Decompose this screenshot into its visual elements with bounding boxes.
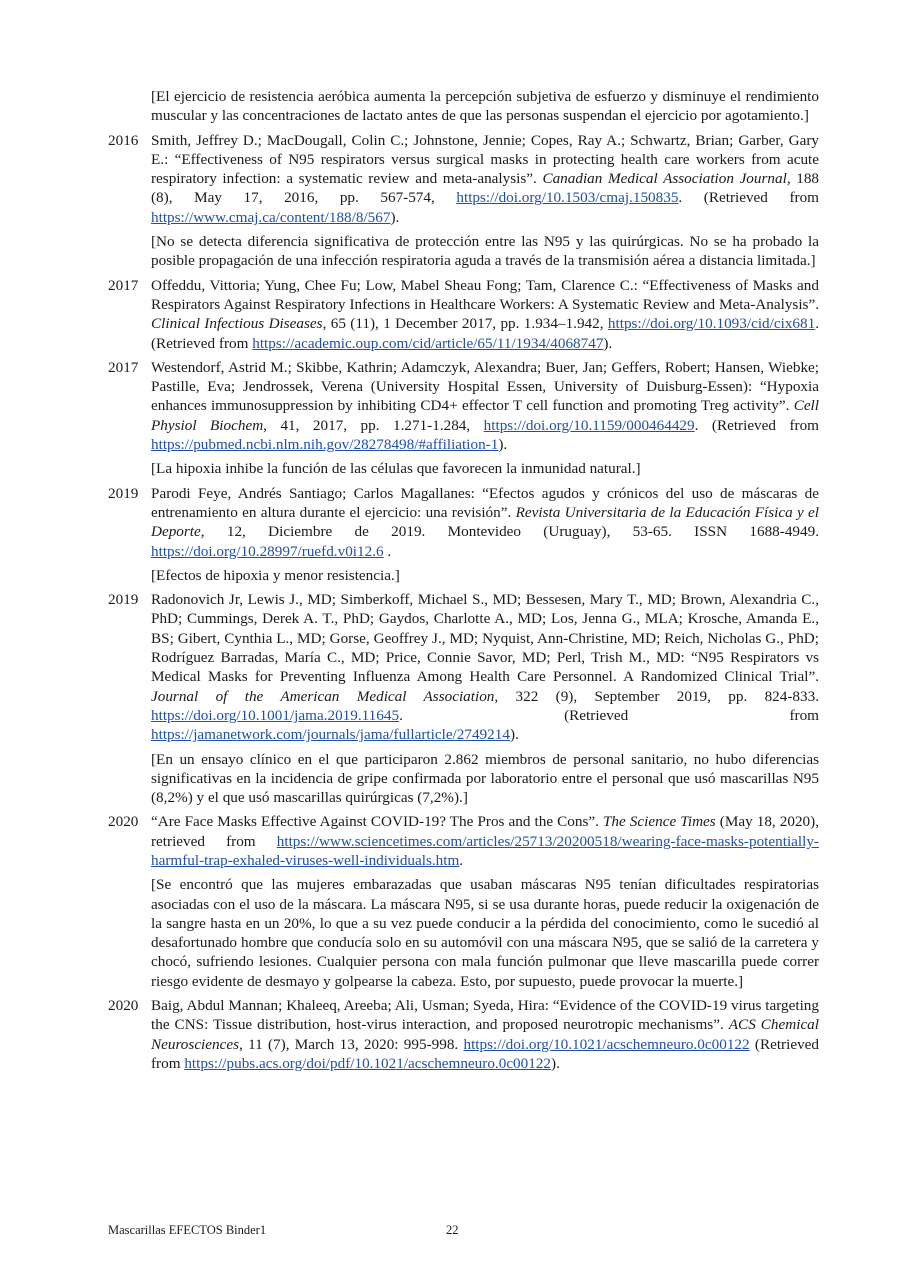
reference-citation: Baig, Abdul Mannan; Khaleeq, Areeba; Ali, Usman; Syeda, Hira: “Evidence of the COVID-19 virus targeting the CNS: Tissue distribution, host-virus interaction, and proposed neurotropic mechanisms”. ACS Chemical Neurosciences, 11 (7), March 13, 2020: 995-998. https://doi.org/10.1021/acschemneuro.0c00122 (Retrieved from https://pubs.acs.org/doi/pdf/10.1021/acschemneuro.0c00122). — [151, 997, 819, 1072]
footer-document-title: Mascarillas EFECTOS Binder1 — [108, 1223, 267, 1237]
reference-entry — [108, 276, 819, 353]
reference-citation: “Are Face Masks Effective Against COVID-19? The Pros and the Cons”. The Science Times (May 18, 2020), retrieved from https://www.sciencetimes.com/articles/25713/20200518/wearing-face-masks-potentially-harmful-trap-exhaled-viruses-well-individuals.htm. — [151, 813, 819, 869]
reference-citation: Radonovich Jr, Lewis J., MD; Simberkoff, Michael S., MD; Bessesen, Mary T., MD; Brown, Alexandria C., PhD; Cummings, Derek A. T., PhD; Gaydos, Charlotte A., MD; Los, Jenna G., MLA; Krosche, Amanda E., BS; Gibert, Cynthia L., MD; Gorse, Geoffrey J., MD; Nyquist, Ann-Christine, MD; Reich, Nicholas G., PhD; Rodríguez Barradas, María C., MD; Price, Connie Savor, MD; Perl, Trish M., MD: “N95 Respirators vs Medical Masks for Preventing Influenza Among Health Care Personnel. A Randomized Clinical Trial”. Journal of the American Medical Association, 322 (9), September 2019, pp. 824-833. https://doi.org/10.1001/jama.2019.11645. (Retrieved from https://jamanetwork.com/journals/jama/fullarticle/2749214). — [151, 591, 819, 744]
reference-year: 2017 — [108, 358, 139, 376]
reference-entry — [108, 484, 819, 585]
reference-entry — [108, 590, 819, 807]
reference-citation: Parodi Feye, Andrés Santiago; Carlos Magallanes: “Efectos agudos y crónicos del uso de máscaras de entrenamiento en altura durante el ejercicio: una revisión”. Revista Universitaria de la Educación Física y el Deporte, 12, Diciembre de 2019. Montevideo (Uruguay), 53-65. ISSN 1688-4949. https://doi.org/10.28997/ruefd.v0i12.6 . — [151, 484, 820, 560]
footer-page-number: 22 — [446, 1223, 459, 1237]
journal-name: Clinical Infectious Diseases — [151, 315, 323, 333]
source-link[interactable]: https://academic.oup.com/cid/article/65/11/1934/4068747 — [252, 334, 604, 352]
reference-year: 2020 — [108, 997, 139, 1015]
journal-name: Canadian Medical Association Journal — [542, 170, 787, 188]
reference-note: [En un ensayo clínico en el que participaron 2.862 miembros de personal sanitario, no hubo diferencias significativas en la incidencia de gripe confirmada por laboratorio entre el personal que usó mascarillas N95 (8,2%) y el que usó mascarillas quirúrgicas (7,2%).] — [151, 750, 819, 807]
note-text: [El ejercicio de resistencia aeróbica aumenta la percepción subjetiva de esfuerzo y disminuye el rendimiento muscular y las concentraciones de lactato antes de que las personas suspendan el ejercicio por agotamiento.] — [151, 88, 819, 125]
journal-name: Cell Physiol Biochem — [151, 397, 819, 434]
reference-year: 2020 — [108, 813, 139, 831]
reference-note: [Se encontró que las mujeres embarazadas que usaban máscaras N95 tenían dificultades respiratorias asociadas con el uso de la máscara. La máscara N95, si se usa durante horas, puede reducir la oxigenación de la sangre hasta en un 20%, lo que a su vez puede conducir a la pérdida del conocimiento, como le sucedió al desafortunado hombre que conducía solo en su automóvil con una máscara N95, que se salió de la carretera y chocó, sufriendo lesiones. Cualquier persona con mala función pulmonar que lleve mascarilla puede correr riesgo evidente de desmayo y golpearse la cabeza. Esto, por supuesto, puede provocar la muerte.] — [151, 876, 819, 990]
reference-entry — [108, 131, 819, 271]
reference-note: [Efectos de hipoxia y menor resistencia.] — [151, 566, 400, 584]
doi-link[interactable]: https://doi.org/10.1093/cid/cix681 — [607, 315, 816, 333]
journal-name: The Science Times — [602, 813, 716, 831]
reference-year: 2019 — [108, 484, 139, 502]
reference-citation: Westendorf, Astrid M.; Skibbe, Kathrin; Adamczyk, Alexandra; Buer, Jan; Geffers, Robert; Hansen, Wiebke; Pastille, Eva; Jendrossek, Verena (University Hospital Essen, University of Duisburg-Essen): “Hypoxia enhances immunosuppression by inhibiting CD4+ effector T cell function and promoting Treg activity”. Cell Physiol Biochem, 41, 2017, pp. 1.271-1.284, https://doi.org/10.1159/000464429. (Retrieved from https://pubmed.ncbi.nlm.nih.gov/28278498/#affiliation-1). — [151, 358, 819, 454]
doi-link[interactable]: https://doi.org/10.1021/acschemneuro.0c00122 — [463, 1035, 750, 1053]
doi-link[interactable]: https://doi.org/10.28997/ruefd.v0i12.6 — [151, 542, 384, 560]
source-link[interactable]: https://pubs.acs.org/doi/pdf/10.1021/acschemneuro.0c00122 — [184, 1054, 552, 1072]
reference-year: 2017 — [108, 276, 139, 294]
source-link[interactable]: https://www.cmaj.ca/content/188/8/567 — [151, 208, 391, 226]
doi-link[interactable]: https://doi.org/10.1001/jama.2019.11645 — [151, 706, 400, 724]
reference-year: 2019 — [108, 591, 139, 609]
journal-name: Revista Universitaria de la Educación Física y el Deporte — [151, 503, 820, 541]
reference-entry — [108, 812, 819, 991]
reference-note: [La hipoxia inhibe la función de las células que favorecen la inmunidad natural.] — [151, 460, 641, 478]
reference-entry — [108, 358, 819, 479]
reference-citation: Smith, Jeffrey D.; MacDougall, Colin C.; Johnstone, Jennie; Copes, Ray A.; Schwartz, Brian; Garber, Gary E.: “Effectiveness of N95 respirators versus surgical masks in protecting health care workers from acute respiratory infection: a systematic review and meta-analysis”. Canadian Medical Association Journal, 188 (8), May 17, 2016, pp. 567-574, https://doi.org/10.1503/cmaj.150835. (Retrieved from https://www.cmaj.ca/content/188/8/567). — [151, 131, 820, 226]
journal-name: Journal of the American Medical Association — [151, 687, 495, 705]
references-list — [108, 87, 819, 1078]
source-link[interactable]: https://pubmed.ncbi.nlm.nih.gov/28278498/#affiliation-1 — [151, 436, 499, 454]
reference-citation: Offeddu, Vittoria; Yung, Chee Fu; Low, Mabel Sheau Fong; Tam, Clarence C.: “Effectiveness of Masks and Respirators Against Respiratory Infections in Healthcare Workers: A Systematic Review and Meta-Analysis”. Clinical Infectious Diseases, 65 (11), 1 December 2017, pp. 1.934–1.942, https://doi.org/10.1093/cid/cix681. (Retrieved from https://academic.oup.com/cid/article/65/11/1934/4068747). — [151, 276, 819, 352]
article-link[interactable]: https://www.sciencetimes.com/articles/25713/20200518/wearing-face-masks-potentially-harmful-trap-exhaled-viruses-well-individuals.htm — [151, 832, 819, 869]
intro-note — [151, 87, 819, 126]
journal-name: ACS Chemical Neurosciences — [151, 1016, 819, 1053]
reference-entry — [108, 996, 819, 1073]
doi-link[interactable]: https://doi.org/10.1159/000464429 — [483, 416, 695, 434]
source-link[interactable]: https://jamanetwork.com/journals/jama/fullarticle/2749214 — [151, 726, 510, 744]
reference-note: [No se detecta diferencia significativa de protección entre las N95 y las quirúrgicas. No se ha probado la posible propagación de una infección respiratoria aguda a través de la transmisión aérea a distancia limitada.] — [151, 233, 819, 270]
doi-link[interactable]: https://doi.org/10.1503/cmaj.150835 — [456, 189, 679, 207]
reference-year: 2016 — [108, 131, 139, 149]
